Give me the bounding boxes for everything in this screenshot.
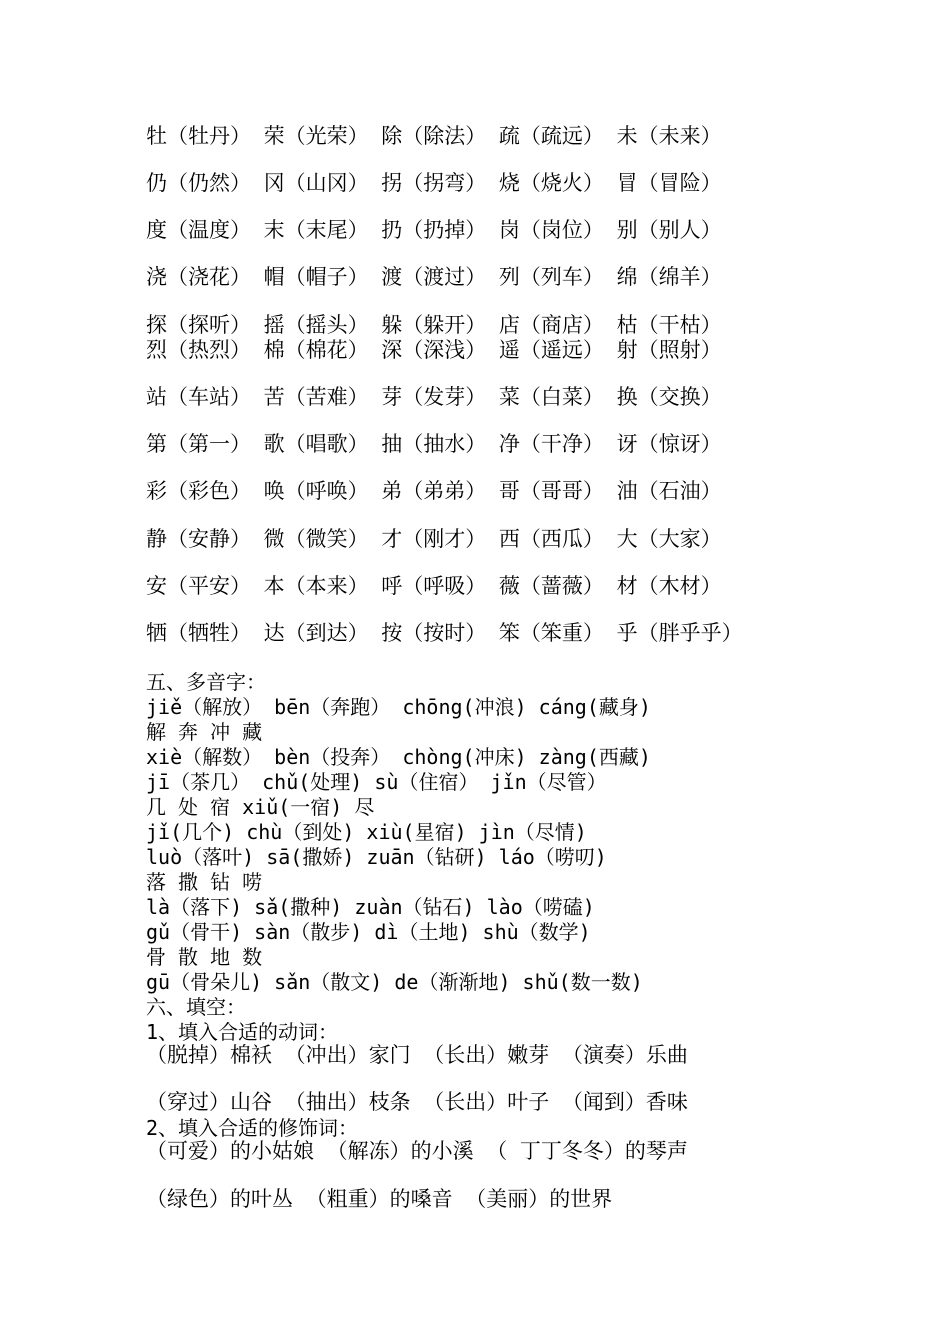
polyphone-line: gǔ（骨干) sàn（散步) dì（土地) shù（数学) (146, 920, 591, 944)
word-grid-row: 浇（浇花） 帽（帽子） 渡（渡过） 列（列车） 绵（绵羊） (146, 265, 722, 289)
question-title: 1、填入合适的动词： (146, 1020, 339, 1044)
polyphone-line: jī（茶几） chǔ(处理) sù（住宿） jǐn（尽管） (146, 770, 607, 794)
word-grid-row: 烈（热烈） 棉（棉花） 深（深浅） 遥（遥远） 射（照射） (146, 338, 722, 362)
word-grid-row: 静（安静） 微（微笑） 才（刚才） 西（西瓜） 大（大家） (146, 527, 722, 551)
word-grid-row: 度（温度） 末（末尾） 扔（扔掉） 岗（岗位） 别（别人） (146, 218, 722, 242)
word-grid-row: 安（平安） 本（本来） 呼（呼吸） 薇（蔷薇） 材（木材） (146, 574, 722, 598)
polyphone-line: 解 奔 冲 藏 (146, 720, 263, 744)
polyphone-line: gū（骨朵儿) sǎn（散文) de（渐渐地) shǔ(数一数) (146, 970, 643, 994)
word-grid-row: 站（车站） 苦（苦难） 芽（发芽） 菜（白菜） 换（交换） (146, 385, 722, 409)
section-heading: 五、多音字： (146, 670, 266, 694)
polyphone-line: 几 处 宿 xiǔ(一宿) 尽 (146, 795, 375, 819)
word-grid-row: 彩（彩色） 唤（呼唤） 弟（弟弟） 哥（哥哥） 油（石油） (146, 479, 722, 503)
word-grid-row: 仍（仍然） 冈（山冈） 拐（拐弯） 烧（烧火） 冒（冒险） (146, 171, 722, 195)
word-grid-row: 牡（牡丹） 荣（光荣） 除（除法） 疏（疏远） 未（未来） (146, 124, 722, 148)
question-title: 2、填入合适的修饰词： (146, 1116, 359, 1140)
polyphone-line: 落 撒 钻 唠 (146, 870, 263, 894)
polyphone-line: jǐ(几个) chù（到处) xiù(星宿) jìn（尽情) (146, 820, 587, 844)
polyphone-line: 骨 散 地 数 (146, 945, 263, 969)
polyphone-line: luò（落叶) sā(撒娇) zuān（钻研) láo（唠叨) (146, 845, 607, 869)
word-grid-row: 第（第一） 歌（唱歌） 抽（抽水） 净（干净） 讶（惊讶） (146, 432, 722, 456)
fill-blank-line: （脱掉）棉袄 （冲出）家门 （长出）嫩芽 （演奏）乐曲 (146, 1043, 688, 1067)
polyphone-line: là（落下) sǎ(撒种) zuàn（钻石) lào（唠磕) (146, 895, 595, 919)
fill-blank-line: （绿色）的叶丛 （粗重）的嗓音 （美丽）的世界 (146, 1187, 613, 1211)
fill-blank-line: （穿过）山谷 （抽出）枝条 （长出）叶子 （闻到）香味 (146, 1090, 688, 1114)
polyphone-line: jiě（解放） bēn（奔跑） chōng(冲浪) cáng(藏身) (146, 695, 651, 719)
polyphone-line: xiè（解数） bèn（投奔） chòng(冲床) zàng(西藏) (146, 745, 651, 769)
word-grid-row: 探（探听） 摇（摇头） 躲（躲开） 店（商店） 枯（干枯） (146, 313, 722, 337)
fill-blank-line: （可爱）的小姑娘 （解冻）的小溪 （ 丁丁冬冬）的琴声 (146, 1139, 688, 1163)
word-grid-row: 牺（牺牲） 达（到达） 按（按时） 笨（笨重） 乎（胖乎乎） (146, 621, 743, 645)
section-heading: 六、填空： (146, 995, 246, 1019)
